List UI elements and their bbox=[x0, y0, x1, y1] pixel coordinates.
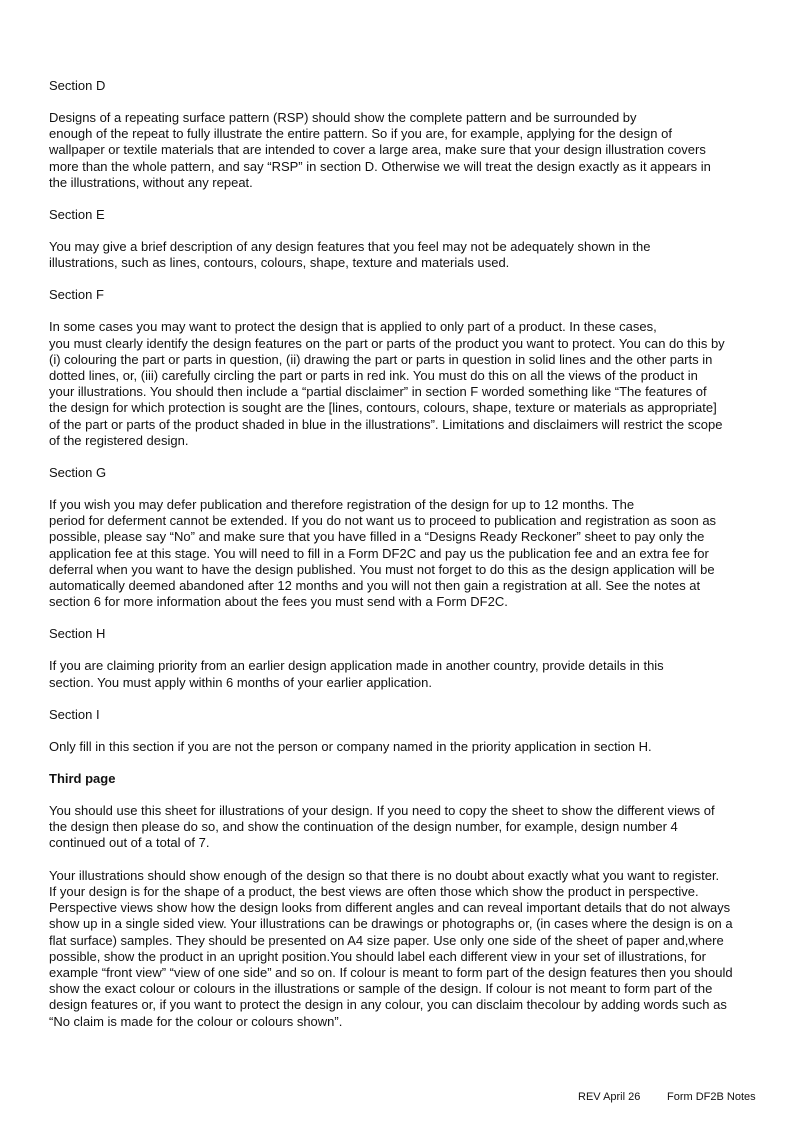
paragraph-line: you must clearly identify the design features on the part or parts of the product you want to protect. You can do this by bbox=[49, 335, 725, 351]
section-heading: Third page bbox=[49, 771, 116, 787]
paragraph-line: of the part or parts of the product shaded in blue in the illustrations”. Limitations and disclaimers will restrict the scope bbox=[49, 416, 723, 432]
paragraph-line: You should use this sheet for illustrations of your design. If you need to copy the sheet to show the different views of bbox=[49, 803, 715, 819]
paragraph-line: Your illustrations should show enough of the design so that there is no doubt about exactly what you want to register. bbox=[49, 867, 720, 883]
paragraph-line: possible, show the product in an upright position.You should label each different view in your set of illustrations, for bbox=[49, 948, 706, 964]
section-paragraph bbox=[49, 497, 761, 610]
paragraph-line: Only fill in this section if you are not the person or company named in the priority application in section H. bbox=[49, 738, 652, 754]
paragraph-line: You may give a brief description of any design features that you feel may not be adequately shown in the bbox=[49, 239, 651, 255]
paragraph-line: the design then please do so, and show the continuation of the design number, for example, design number 4 bbox=[49, 819, 678, 835]
section-heading: Section E bbox=[49, 207, 105, 223]
section-paragraph bbox=[49, 239, 761, 271]
section-paragraph bbox=[49, 868, 761, 1030]
footer-form-name: Form DF2B Notes bbox=[667, 1091, 756, 1103]
paragraph-line: If you are claiming priority from an earlier design application made in another country, provide details in this bbox=[49, 658, 664, 674]
section-heading: Section F bbox=[49, 287, 104, 303]
section-heading: Section G bbox=[49, 465, 107, 481]
section-heading: Section D bbox=[49, 78, 106, 93]
paragraph-line: the illustrations, without any repeat. bbox=[49, 174, 253, 190]
paragraph-line: possible, please say “No” and make sure that you have filled in a “Designs Ready Reckoner” sheet to pay only the bbox=[49, 529, 705, 545]
section-paragraph bbox=[49, 803, 761, 852]
paragraph-line: show up in a single sided view. Your illustrations can be drawings or photographs or, (in cases where the design is on a bbox=[49, 916, 733, 932]
paragraph-line: If you wish you may defer publication and therefore registration of the design for up to 12 months. The bbox=[49, 497, 635, 513]
section-paragraph bbox=[49, 319, 761, 449]
document-body bbox=[49, 78, 761, 1046]
paragraph-line: section 6 for more information about the fees you must send with a Form DF2C. bbox=[49, 594, 508, 610]
paragraph-line: the design for which protection is sought are the [lines, contours, colours, shape, texture or materials as appropriate] bbox=[49, 400, 717, 416]
paragraph-line: “No claim is made for the colour or colours shown”. bbox=[49, 1013, 343, 1029]
section-paragraph bbox=[49, 110, 761, 191]
paragraph-line: deferral when you want to have the design published. You must not forget to do this as the design application will be bbox=[49, 561, 715, 577]
paragraph-line: example “front view” “view of one side” and so on. If colour is meant to form part of the design features then you should bbox=[49, 964, 733, 980]
paragraph-line: Perspective views show how the design looks from different angles and can reveal important details that do not always bbox=[49, 900, 731, 916]
section-paragraph bbox=[49, 739, 761, 755]
sections-container bbox=[49, 78, 761, 1030]
paragraph-line: period for deferment cannot be extended. If you do not want us to proceed to publication and registration as soon as bbox=[49, 513, 717, 529]
section-heading: Section H bbox=[49, 626, 106, 642]
paragraph-line: your illustrations. You should then include a “partial disclaimer” in section F worded something like “The features of bbox=[49, 384, 707, 400]
paragraph-line: of the registered design. bbox=[49, 432, 189, 448]
paragraph-line: If your design is for the shape of a product, the best views are often those which show the product in perspective. bbox=[49, 883, 699, 899]
section-heading: Section I bbox=[49, 706, 100, 722]
paragraph-line: flat surface) samples. They should be presented on A4 size paper. Use only one side of the sheet of paper and,where bbox=[49, 932, 724, 948]
paragraph-line: section. You must apply within 6 months of your earlier application. bbox=[49, 674, 432, 690]
paragraph-line: wallpaper or textile materials that are intended to cover a large area, make sure that your design illustration covers bbox=[49, 142, 706, 158]
paragraph-line: automatically deemed abandoned after 12 months and you will not then gain a registration at all. See the notes at bbox=[49, 578, 701, 594]
paragraph-line: illustrations, such as lines, contours, colours, shape, texture and materials used. bbox=[49, 255, 510, 271]
section-paragraph bbox=[49, 658, 761, 690]
paragraph-line: design features or, if you want to protect the design in any colour, you can disclaim thecolour by adding words such as bbox=[49, 997, 727, 1013]
paragraph-line: enough of the repeat to fully illustrate the entire pattern. So if you are, for example, applying for the design of bbox=[49, 126, 672, 142]
paragraph-line: more than the whole pattern, and say “RSP” in section D. Otherwise we will treat the design exactly as it appears in bbox=[49, 158, 711, 174]
paragraph-line: Designs of a repeating surface pattern (RSP) should show the complete pattern and be surrounded by bbox=[49, 110, 637, 125]
paragraph-line: continued out of a total of 7. bbox=[49, 835, 210, 851]
paragraph-line: show the exact colour or colours in the illustrations or sample of the design. If colour is not meant to form part of the bbox=[49, 981, 713, 997]
paragraph-line: dotted lines, or, (iii) carefully circling the part or parts in red ink. You must do this on all the views of the product in bbox=[49, 368, 698, 384]
paragraph-line: application fee at this stage. You will need to fill in a Form DF2C and pay us the publication fee and an extra fee for bbox=[49, 545, 709, 561]
paragraph-line: In some cases you may want to protect the design that is applied to only part of a product. In these cases, bbox=[49, 319, 657, 335]
paragraph-line: (i) colouring the part or parts in question, (ii) drawing the part or parts in question in solid lines and the other parts in bbox=[49, 351, 713, 367]
footer-revision: REV April 26 bbox=[578, 1091, 641, 1103]
